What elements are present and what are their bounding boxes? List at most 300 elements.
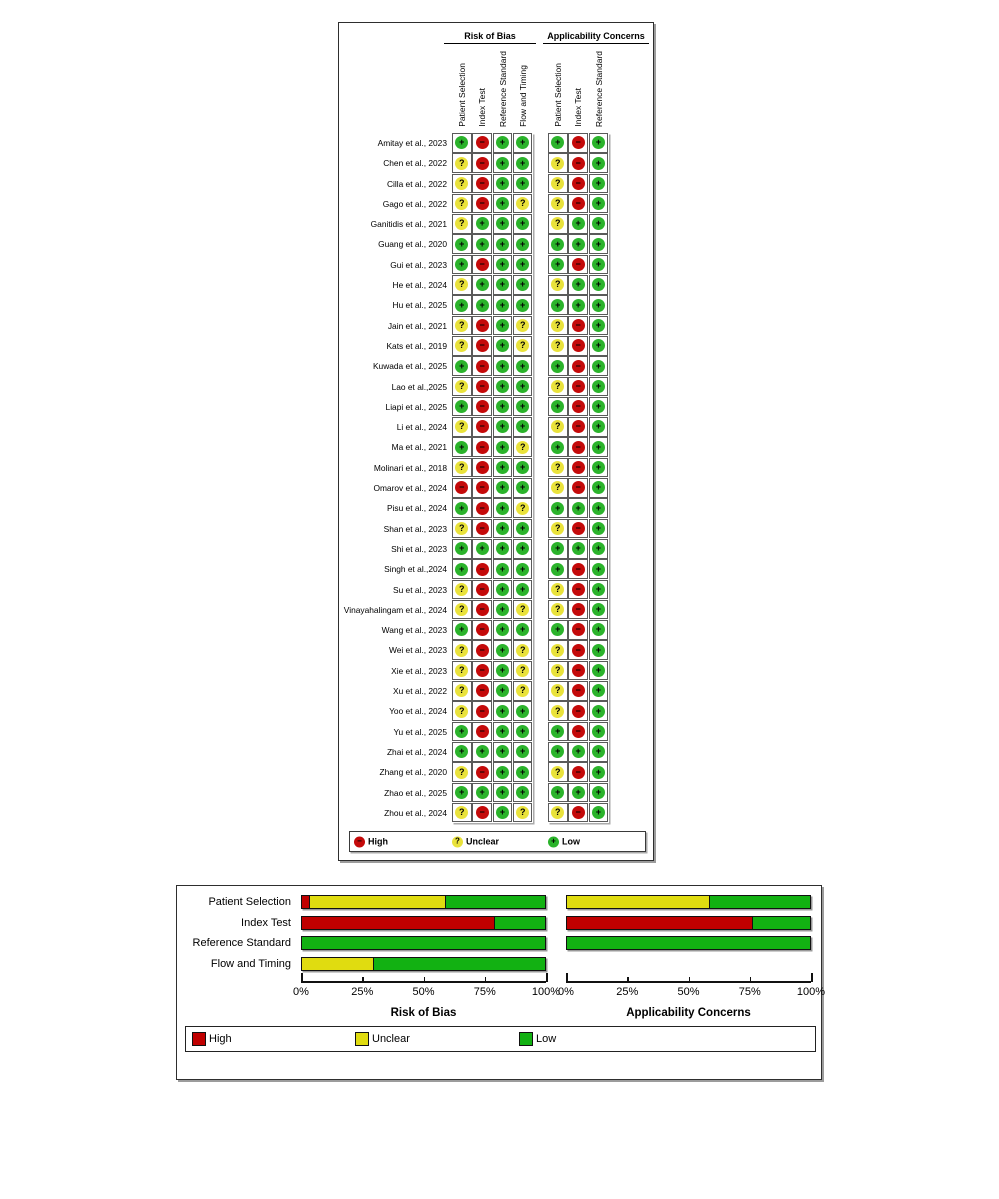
judgment-cell: [548, 803, 568, 823]
judgment-circle-unclear: ?: [551, 339, 564, 352]
bar-segment-unclear: [310, 896, 446, 908]
judgment-circle-high: −: [476, 177, 489, 190]
judgment-cell: [513, 701, 533, 721]
judgment-cell: [589, 174, 609, 194]
judgment-circle-unclear: ?: [455, 319, 468, 332]
judgment-cell: [589, 194, 609, 214]
judgment-circle-high: −: [476, 684, 489, 697]
judgment-circle-unclear: ?: [551, 197, 564, 210]
judgment-cell: [472, 539, 492, 559]
judgment-cell: [513, 214, 533, 234]
judgment-cell: [472, 377, 492, 397]
judgment-circle-unclear: ?: [551, 481, 564, 494]
study-label: Liapi et al., 2025: [385, 401, 447, 412]
judgment-cell: [472, 600, 492, 620]
judgment-circle-low: +: [516, 258, 529, 271]
judgment-circle-low: +: [496, 258, 509, 271]
judgment-cell: [513, 295, 533, 315]
study-label: Su et al., 2023: [392, 584, 447, 595]
study-label: Molinari et al., 2018: [373, 462, 447, 473]
judgment-cell: [568, 437, 588, 457]
judgment-circle-low: +: [551, 563, 564, 576]
study-label: Wei et al., 2023: [388, 645, 447, 656]
judgment-circle-low: +: [455, 238, 468, 251]
judgment-circle-low: +: [592, 725, 605, 738]
study-label: Zhao et al., 2025: [384, 787, 447, 798]
judgment-cell: [513, 722, 533, 742]
judgment-cell: [493, 661, 513, 681]
judgment-circle-low: +: [455, 542, 468, 555]
judgment-circle-high: −: [572, 766, 585, 779]
bar-category-label: Reference Standard: [192, 937, 291, 950]
study-label: Hu et al., 2025: [392, 300, 447, 311]
judgment-cell: [493, 478, 513, 498]
judgment-circle-low: +: [496, 299, 509, 312]
judgment-cell: [568, 620, 588, 640]
judgment-cell: [568, 295, 588, 315]
column-header: Index Test: [477, 88, 488, 127]
bar-category-label: Flow and Timing: [210, 958, 291, 971]
judgment-circle-low: +: [455, 258, 468, 271]
bar-segment-low: [753, 917, 810, 929]
judgment-circle-high: −: [572, 684, 585, 697]
judgment-circle-high: −: [476, 563, 489, 576]
judgment-cell: [548, 377, 568, 397]
judgment-cell: [568, 742, 588, 762]
judgment-circle-low: +: [592, 786, 605, 799]
judgment-cell: [589, 783, 609, 803]
stacked-bar: [566, 895, 811, 909]
judgment-cell: [568, 661, 588, 681]
judgment-cell: [452, 620, 472, 640]
judgment-circle-unclear: ?: [551, 806, 564, 819]
judgment-cell: [548, 498, 568, 518]
judgment-circle-low: +: [496, 217, 509, 230]
judgment-circle-low: +: [592, 766, 605, 779]
judgment-circle-low: +: [455, 786, 468, 799]
judgment-circle-high: −: [572, 258, 585, 271]
judgment-cell: [589, 214, 609, 234]
judgment-cell: [493, 620, 513, 640]
judgment-cell: [589, 722, 609, 742]
judgment-cell: [548, 580, 568, 600]
judgment-circle-low: +: [496, 319, 509, 332]
judgment-cell: [452, 133, 472, 153]
judgment-circle-low: +: [516, 238, 529, 251]
judgment-cell: [513, 742, 533, 762]
judgment-cell: [589, 519, 609, 539]
judgment-circle-low: +: [551, 623, 564, 636]
judgment-circle-low: +: [516, 583, 529, 596]
judgment-cell: [472, 153, 492, 173]
judgment-cell: [589, 336, 609, 356]
bar-segment-low: [495, 917, 545, 929]
judgment-circle-high: −: [476, 420, 489, 433]
study-label: Xie et al., 2023: [391, 665, 447, 676]
judgment-cell: [452, 214, 472, 234]
judgment-circle-high: −: [572, 583, 585, 596]
judgment-cell: [589, 417, 609, 437]
judgment-circle-low: +: [516, 136, 529, 149]
judgment-cell: [513, 133, 533, 153]
judgment-circle-low: +: [572, 786, 585, 799]
judgment-cell: [513, 640, 533, 660]
judgment-cell: [548, 478, 568, 498]
judgment-circle-high: −: [572, 380, 585, 393]
judgment-circle-low: +: [551, 258, 564, 271]
judgment-circle-low: +: [496, 766, 509, 779]
study-label: Zhang et al., 2020: [379, 767, 447, 778]
judgment-circle-low: +: [551, 360, 564, 373]
judgment-circle-unclear: ?: [516, 664, 529, 677]
judgment-circle-low: +: [592, 806, 605, 819]
judgment-circle-unclear: ?: [551, 217, 564, 230]
judgment-cell: [513, 397, 533, 417]
judgment-cell: [472, 803, 492, 823]
bar-segment-high: [302, 917, 495, 929]
judgment-cell: [472, 620, 492, 640]
judgment-cell: [493, 255, 513, 275]
judgment-cell: [452, 153, 472, 173]
judgment-circle-low: +: [455, 360, 468, 373]
judgment-cell: [452, 478, 472, 498]
judgment-cell: [548, 519, 568, 539]
study-label: Zhai et al., 2024: [386, 746, 447, 757]
judgment-cell: [548, 255, 568, 275]
judgment-circle-low: +: [592, 745, 605, 758]
judgment-cell: [452, 519, 472, 539]
judgment-circle-low: +: [496, 786, 509, 799]
judgment-circle-high: −: [572, 522, 585, 535]
axis-tick: [424, 977, 426, 982]
axis-tick: [627, 977, 629, 982]
judgment-cell: [589, 803, 609, 823]
judgment-cell: [548, 275, 568, 295]
judgment-circle-high: −: [476, 502, 489, 515]
judgment-cell: [472, 214, 492, 234]
judgment-circle-high: −: [572, 136, 585, 149]
judgment-cell: [452, 681, 472, 701]
judgment-circle-low: +: [572, 217, 585, 230]
judgment-circle-low: +: [592, 136, 605, 149]
judgment-cell: [548, 153, 568, 173]
axis-tick-label: 50%: [412, 986, 435, 998]
judgment-cell: [493, 701, 513, 721]
judgment-circle-low: +: [516, 481, 529, 494]
bar-segment-high: [302, 896, 310, 908]
judgment-circle-low: +: [592, 664, 605, 677]
judgment-cell: [568, 458, 588, 478]
judgment-cell: [452, 559, 472, 579]
judgment-circle-low: +: [592, 461, 605, 474]
judgment-cell: [493, 458, 513, 478]
judgment-cell: [452, 722, 472, 742]
judgment-circle-low: +: [455, 441, 468, 454]
judgment-cell: [452, 437, 472, 457]
judgment-cell: [493, 295, 513, 315]
judgment-circle-unclear: ?: [455, 684, 468, 697]
axis-tick-label: 100%: [531, 986, 561, 998]
judgment-circle-low: +: [496, 684, 509, 697]
bar-legend-item-low: [519, 1032, 556, 1046]
judgment-cell: [513, 437, 533, 457]
judgment-cell: [568, 640, 588, 660]
judgment-cell: [472, 478, 492, 498]
judgment-cell: [568, 194, 588, 214]
judgment-circle-unclear: ?: [455, 380, 468, 393]
judgment-circle-low: +: [592, 481, 605, 494]
judgment-cell: [513, 478, 533, 498]
judgment-cell: [472, 742, 492, 762]
study-label: Jain et al., 2021: [387, 320, 447, 331]
judgment-cell: [452, 377, 472, 397]
judgment-cell: [493, 316, 513, 336]
judgment-cell: [548, 742, 568, 762]
judgment-circle-high: −: [572, 197, 585, 210]
stacked-bar: [566, 936, 811, 950]
judgment-circle-low: +: [572, 745, 585, 758]
bar-segment-low: [374, 958, 545, 970]
judgment-cell: [568, 722, 588, 742]
judgment-circle-unclear: ?: [455, 278, 468, 291]
study-label: Yu et al., 2025: [393, 726, 447, 737]
judgment-circle-low: +: [455, 136, 468, 149]
judgment-circle-unclear: ?: [516, 441, 529, 454]
judgment-circle-unclear: ?: [551, 644, 564, 657]
judgment-circle-low: +: [551, 786, 564, 799]
judgment-circle-unclear: ?: [551, 705, 564, 718]
judgment-circle-low: +: [496, 380, 509, 393]
study-label: Ganitidis et al., 2021: [370, 219, 447, 230]
judgment-cell: [589, 559, 609, 579]
rob-column-headers: [452, 23, 534, 129]
judgment-cell: [493, 498, 513, 518]
judgment-cell: [452, 803, 472, 823]
judgment-cell: [452, 194, 472, 214]
legend-circle-unclear: ?: [452, 836, 463, 847]
judgment-circle-low: +: [592, 705, 605, 718]
judgment-cell: [548, 701, 568, 721]
judgment-cell: [472, 275, 492, 295]
judgment-circle-unclear: ?: [455, 705, 468, 718]
judgment-circle-low: +: [592, 278, 605, 291]
bar-segment-unclear: [567, 896, 710, 908]
judgment-cell: [472, 356, 492, 376]
judgment-circle-high: −: [476, 664, 489, 677]
judgment-circle-low: +: [572, 299, 585, 312]
stacked-bar: [301, 936, 546, 950]
judgment-cell: [589, 437, 609, 457]
judgment-cell: [493, 377, 513, 397]
judgment-circle-low: +: [455, 745, 468, 758]
judgment-circle-unclear: ?: [551, 603, 564, 616]
judgment-cell: [568, 316, 588, 336]
judgment-cell: [472, 437, 492, 457]
judgment-circle-unclear: ?: [551, 157, 564, 170]
judgment-cell: [568, 214, 588, 234]
judgment-cell: [513, 661, 533, 681]
judgment-circle-unclear: ?: [516, 319, 529, 332]
judgment-cell: [548, 295, 568, 315]
judgment-circle-low: +: [496, 339, 509, 352]
bar-category-label: Index Test: [241, 916, 291, 929]
judgment-cell: [568, 803, 588, 823]
judgment-circle-low: +: [455, 400, 468, 413]
judgment-cell: [513, 803, 533, 823]
judgment-cell: [452, 762, 472, 782]
judgment-circle-low: +: [496, 522, 509, 535]
legend-item-high: [354, 836, 388, 847]
bar-segment-high: [567, 917, 753, 929]
judgment-cell: [493, 174, 513, 194]
judgment-circle-unclear: ?: [551, 420, 564, 433]
judgment-cell: [568, 701, 588, 721]
column-header: Flow and Timing: [517, 65, 528, 127]
judgment-circle-unclear: ?: [455, 603, 468, 616]
axis-tick-label: 75%: [473, 986, 496, 998]
judgment-circle-low: +: [496, 157, 509, 170]
bar-chart-legend: [185, 1026, 816, 1052]
judgment-cell: [513, 377, 533, 397]
judgment-cell: [452, 701, 472, 721]
judgment-cell: [452, 742, 472, 762]
legend-circle-high: −: [354, 836, 365, 847]
judgment-cell: [472, 234, 492, 254]
study-label: Singh et al.,2024: [384, 564, 447, 575]
judgment-circle-unclear: ?: [551, 583, 564, 596]
judgment-cell: [452, 458, 472, 478]
judgment-cell: [548, 681, 568, 701]
judgment-cell: [452, 417, 472, 437]
judgment-cell: [548, 437, 568, 457]
judgment-circle-high: −: [572, 339, 585, 352]
judgment-circle-unclear: ?: [455, 217, 468, 230]
judgment-cell: [452, 234, 472, 254]
judgment-circle-low: +: [592, 380, 605, 393]
judgment-circle-low: +: [455, 563, 468, 576]
judgment-circle-low: +: [516, 705, 529, 718]
traffic-light-panel: [338, 22, 654, 861]
judgment-circle-high: −: [476, 400, 489, 413]
judgment-cell: [548, 640, 568, 660]
judgment-cell: [513, 234, 533, 254]
judgment-cell: [493, 600, 513, 620]
stacked-bar: [301, 895, 546, 909]
judgment-cell: [548, 417, 568, 437]
judgment-circle-unclear: ?: [551, 319, 564, 332]
bar-segment-low: [567, 937, 810, 949]
judgment-cell: [472, 194, 492, 214]
judgment-cell: [472, 316, 492, 336]
judgment-circle-low: +: [496, 705, 509, 718]
study-label: He et al., 2024: [392, 280, 447, 291]
study-label: Amitay et al., 2023: [377, 138, 447, 148]
judgment-circle-low: +: [551, 136, 564, 149]
judgment-circle-high: −: [455, 481, 468, 494]
judgment-circle-low: +: [496, 563, 509, 576]
judgment-circle-unclear: ?: [551, 380, 564, 393]
judgment-cell: [568, 234, 588, 254]
traffic-light-legend: [349, 831, 646, 852]
judgment-circle-low: +: [455, 623, 468, 636]
judgment-cell: [589, 356, 609, 376]
judgment-circle-high: −: [572, 644, 585, 657]
judgment-cell: [568, 356, 588, 376]
judgment-cell: [452, 580, 472, 600]
judgment-cell: [472, 255, 492, 275]
study-label: Zhou et al., 2024: [384, 807, 447, 818]
judgment-circle-low: +: [496, 725, 509, 738]
judgment-circle-low: +: [572, 502, 585, 515]
judgment-cell: [493, 722, 513, 742]
judgment-circle-high: −: [476, 603, 489, 616]
judgment-circle-low: +: [516, 217, 529, 230]
judgment-circle-low: +: [496, 664, 509, 677]
judgment-circle-low: +: [592, 197, 605, 210]
axis-tick: [566, 973, 568, 982]
judgment-cell: [589, 580, 609, 600]
judgment-cell: [493, 539, 513, 559]
judgment-circle-low: +: [551, 542, 564, 555]
study-label: Shan et al., 2023: [383, 523, 447, 534]
judgment-cell: [513, 519, 533, 539]
judgment-cell: [472, 417, 492, 437]
judgment-cell: [568, 498, 588, 518]
judgment-circle-high: −: [572, 664, 585, 677]
judgment-circle-low: +: [516, 563, 529, 576]
axis-tick-label: 50%: [677, 986, 700, 998]
judgment-circle-high: −: [476, 441, 489, 454]
judgment-circle-low: +: [551, 441, 564, 454]
judgment-cell: [568, 336, 588, 356]
judgment-circle-unclear: ?: [455, 583, 468, 596]
judgment-cell: [548, 620, 568, 640]
judgment-cell: [472, 519, 492, 539]
study-label: Gago et al., 2022: [382, 198, 447, 209]
judgment-cell: [589, 234, 609, 254]
judgment-cell: [493, 133, 513, 153]
axis-tick-label: 75%: [738, 986, 761, 998]
judgment-cell: [493, 214, 513, 234]
study-label: Shi et al., 2023: [391, 543, 447, 554]
judgment-cell: [548, 783, 568, 803]
judgment-cell: [548, 356, 568, 376]
judgment-cell: [589, 620, 609, 640]
judgment-cell: [568, 275, 588, 295]
judgment-cell: [452, 255, 472, 275]
study-label: Omarov et al., 2024: [373, 483, 447, 494]
stacked-bar: [301, 916, 546, 930]
judgment-cell: [452, 336, 472, 356]
judgment-circle-low: +: [516, 542, 529, 555]
judgment-circle-low: +: [516, 299, 529, 312]
judgment-circle-low: +: [516, 360, 529, 373]
judgment-circle-high: −: [476, 583, 489, 596]
judgment-cell: [513, 458, 533, 478]
judgment-circle-low: +: [496, 806, 509, 819]
judgment-cell: [589, 600, 609, 620]
judgment-cell: [452, 600, 472, 620]
bar-category-label: Patient Selection: [208, 896, 291, 908]
judgment-circle-low: +: [592, 157, 605, 170]
axis-tick: [750, 977, 752, 982]
judgment-circle-low: +: [551, 745, 564, 758]
bar-segment-low: [446, 896, 545, 908]
judgment-cell: [493, 437, 513, 457]
judgment-circle-low: +: [516, 786, 529, 799]
judgment-cell: [568, 559, 588, 579]
judgment-cell: [568, 255, 588, 275]
